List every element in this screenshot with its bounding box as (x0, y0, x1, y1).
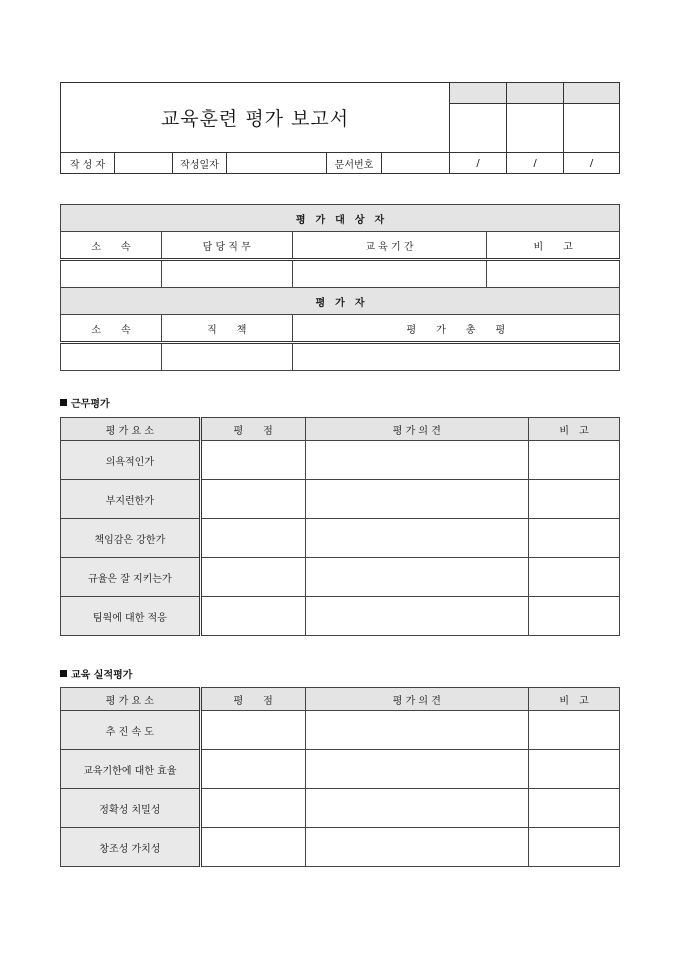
doc-no-label: 문서번호 (327, 153, 382, 173)
table-row (61, 789, 620, 828)
column-header: 비 고 (487, 232, 620, 260)
evaluator-affiliation-field[interactable] (61, 343, 162, 371)
score-field[interactable] (200, 597, 305, 636)
approval-box[interactable] (564, 83, 619, 152)
score-field[interactable] (200, 828, 305, 867)
remarks-field[interactable] (529, 597, 620, 636)
eval-item-label: 규율은 잘 지키는가 (61, 558, 201, 597)
eval-item-label: 의욕적인가 (61, 441, 201, 480)
column-header: 평 점 (200, 418, 305, 441)
remarks-field[interactable] (529, 828, 620, 867)
approval-date[interactable]: / (450, 153, 507, 173)
score-field[interactable] (200, 558, 305, 597)
target-section-title: 평 가 대 상 자 (61, 205, 620, 232)
eval-item-label: 팀웍에 대한 적응 (61, 597, 201, 636)
opinion-field[interactable] (305, 558, 529, 597)
training-period-field[interactable] (292, 260, 487, 288)
edu-eval-heading (60, 666, 132, 681)
approval-date[interactable]: / (589, 157, 594, 169)
eval-item-label: 책임감은 강한가 (61, 519, 201, 558)
column-header: 평 점 (200, 688, 305, 711)
eval-item-label: 정확성 치밀성 (61, 789, 201, 828)
remarks-field[interactable] (487, 260, 620, 288)
column-header: 평 가 요 소 (61, 418, 201, 441)
column-header: 소 속 (61, 315, 162, 343)
affiliation-field[interactable] (61, 260, 162, 288)
remarks-field[interactable] (529, 711, 620, 750)
remarks-field[interactable] (529, 519, 620, 558)
column-header: 비 고 (529, 688, 620, 711)
column-header: 평 가 요 소 (61, 688, 201, 711)
evaluation-target-table (60, 204, 620, 371)
square-bullet-icon (60, 670, 67, 677)
report-header (60, 82, 620, 174)
opinion-field[interactable] (305, 750, 529, 789)
score-field[interactable] (200, 519, 305, 558)
table-row (61, 750, 620, 789)
table-row (61, 597, 620, 636)
work-eval-table (60, 417, 620, 636)
table-row (61, 441, 620, 480)
column-header: 평 가 의 견 (305, 688, 529, 711)
approval-box[interactable] (507, 83, 564, 152)
edu-eval-table (60, 687, 620, 867)
work-eval-heading (60, 395, 110, 410)
eval-item-label: 추 진 속 도 (61, 711, 201, 750)
opinion-field[interactable] (305, 711, 529, 750)
score-field[interactable] (200, 711, 305, 750)
remarks-field[interactable] (529, 789, 620, 828)
evaluator-section-title: 평 가 자 (61, 288, 620, 315)
date-label: 작성일자 (173, 153, 227, 173)
info-row (61, 152, 619, 173)
score-field[interactable] (200, 480, 305, 519)
opinion-field[interactable] (305, 828, 529, 867)
column-header: 평 가 의 견 (305, 418, 529, 441)
doc-no-field[interactable] (382, 153, 450, 173)
overall-review-field[interactable] (292, 343, 619, 371)
eval-item-label: 창조성 가치성 (61, 828, 201, 867)
table-row (61, 828, 620, 867)
score-field[interactable] (200, 750, 305, 789)
score-field[interactable] (200, 789, 305, 828)
remarks-field[interactable] (529, 441, 620, 480)
date-field[interactable] (227, 153, 327, 173)
column-header: 직 책 (161, 315, 292, 343)
table-row (61, 519, 620, 558)
table-row (61, 711, 620, 750)
author-field[interactable] (115, 153, 173, 173)
table-row (61, 480, 620, 519)
remarks-field[interactable] (529, 750, 620, 789)
opinion-field[interactable] (305, 519, 529, 558)
column-header: 소 속 (61, 232, 162, 260)
column-header: 교 육 기 간 (292, 232, 487, 260)
column-header: 담 당 직 무 (161, 232, 292, 260)
opinion-field[interactable] (305, 441, 529, 480)
approval-date[interactable]: / (507, 153, 564, 173)
column-header: 평 가 총 평 (292, 315, 619, 343)
document-title: 교육훈련 평가 보고서 (61, 83, 450, 152)
remarks-field[interactable] (529, 480, 620, 519)
author-label: 작 성 자 (61, 153, 115, 173)
approval-box[interactable] (450, 83, 507, 152)
evaluator-position-field[interactable] (161, 343, 292, 371)
opinion-field[interactable] (305, 597, 529, 636)
eval-item-label: 교육기한에 대한 효율 (61, 750, 201, 789)
square-bullet-icon (60, 399, 67, 406)
opinion-field[interactable] (305, 480, 529, 519)
eval-item-label: 부지런한가 (61, 480, 201, 519)
section-title: 교육 실적평가 (71, 670, 133, 681)
column-header: 비 고 (529, 418, 620, 441)
remarks-field[interactable] (529, 558, 620, 597)
opinion-field[interactable] (305, 789, 529, 828)
table-row (61, 558, 620, 597)
duty-field[interactable] (161, 260, 292, 288)
section-title: 근무평가 (71, 399, 110, 410)
score-field[interactable] (200, 441, 305, 480)
